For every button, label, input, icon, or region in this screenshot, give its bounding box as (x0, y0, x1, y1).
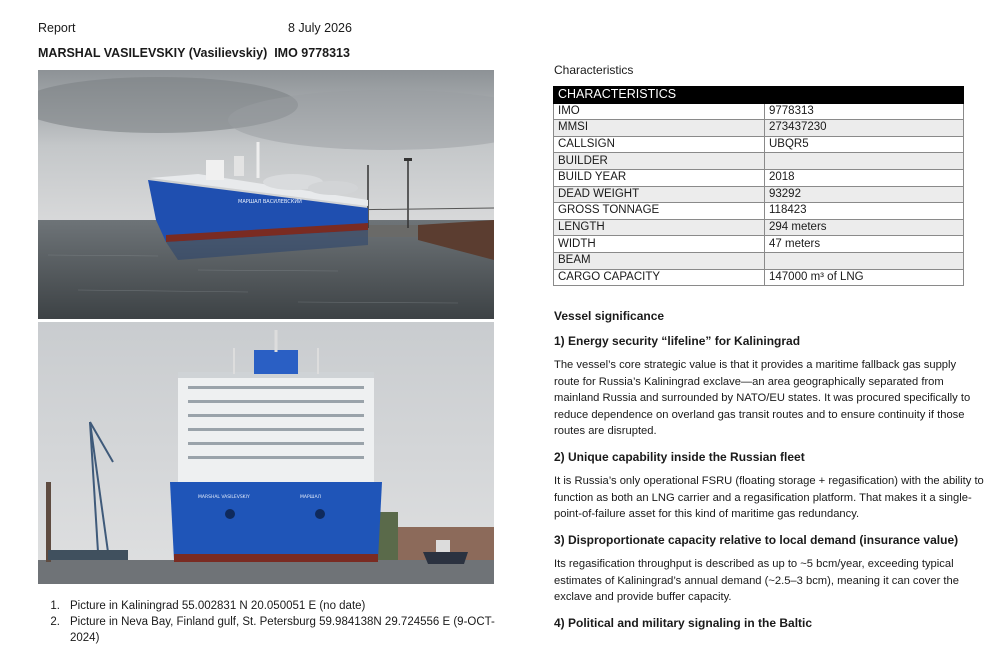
section-title: 1) Energy security “lifeline” for Kaliningrad (554, 333, 801, 348)
table-header-row (554, 87, 964, 104)
section-body: It is Russia’s only operational FSRU (floating storage + regasification) with the ability to function as both an LNG carrier and a regasification platform. That makes it a single-point-of-failure asset for this kind of maritime gas redundancy. (554, 475, 984, 520)
svg-text:МАРШАЛ ВАСИЛЕВСКИЙ: МАРШАЛ ВАСИЛЕВСКИЙ (238, 199, 302, 205)
table-row: CALLSIGN UBQR5 (554, 136, 964, 153)
section-body: The vessel’s core strategic value is that it provides a maritime fallback gas supply route for Russia’s Kaliningrad exclave—an area geographically separated from mainland Russia and surrounded by NATO/EU states. It was procured specifically to reduce dependence on overland gas transit routes and to ensure continuity if those routes are disrupted. (554, 359, 971, 437)
section-title: 4) Political and military signaling in the Baltic (554, 615, 813, 630)
section-title: 2) Unique capability inside the Russian fleet (554, 449, 805, 464)
section-body: Its regasification throughput is described as up to ~5 bcm/year, exceeding typical estimates of Kaliningrad’s annual demand (~2.5–3 bcm), meaning it can cover the exclave and provide buffer capacity. (554, 558, 959, 603)
table-row: MMSI 273437230 (554, 120, 964, 137)
svg-text:МАРШАЛ: МАРШАЛ (300, 495, 321, 500)
vessel-title: MARSHAL VASILEVSKIY (Vasilievskiy) IMO 9778313 (38, 46, 350, 60)
report-label: Report (38, 21, 76, 35)
caption-item: 2. Picture in Neva Bay, Finland gulf, St. Petersburg 59.984138N 29.724556 E (9-OCT-2024) (38, 614, 508, 646)
table-row: BUILDER (554, 153, 964, 170)
table-row: WIDTH 47 meters (554, 236, 964, 253)
report-date: 8 July 2026 (288, 21, 352, 35)
caption-item: 1. Picture in Kaliningrad 55.002831 N 20.050051 E (no date) (50, 600, 366, 612)
table-row: BEAM (554, 252, 964, 269)
table-row: IMO 9778313 (554, 103, 964, 120)
table-row: GROSS TONNAGE 118423 (554, 203, 964, 220)
caption-text: Picture in Neva Bay, Finland gulf, St. Petersburg 59.984138N 29.724556 E (9-OCT-2024) (70, 616, 495, 644)
significance-heading: Vessel significance (554, 309, 665, 323)
characteristics-heading: Characteristics (554, 63, 634, 77)
table-row: BUILD YEAR 2018 (554, 169, 964, 186)
vessel-significance (554, 308, 984, 639)
ship-side-view-image (38, 70, 494, 319)
photo-neva-bay (38, 322, 494, 584)
table-row: LENGTH 294 meters (554, 219, 964, 236)
svg-text:MARSHAL VASILEVSKIY: MARSHAL VASILEVSKIY (198, 495, 250, 500)
section-title: 3) Disproportionate capacity relative to local demand (insurance value) (554, 532, 959, 547)
table-title: CHARACTERISTICS (554, 87, 964, 104)
table-row: DEAD WEIGHT 93292 (554, 186, 964, 203)
table-row: CARGO CAPACITY 147000 m³ of LNG (554, 269, 964, 286)
ship-bow-view-image (38, 322, 494, 584)
photo-captions (38, 598, 508, 646)
caption-text: Picture in Kaliningrad 55.002831 N 20.050051 E (no date) (70, 600, 366, 612)
characteristics-table (553, 86, 964, 286)
photo-kaliningrad (38, 70, 494, 319)
